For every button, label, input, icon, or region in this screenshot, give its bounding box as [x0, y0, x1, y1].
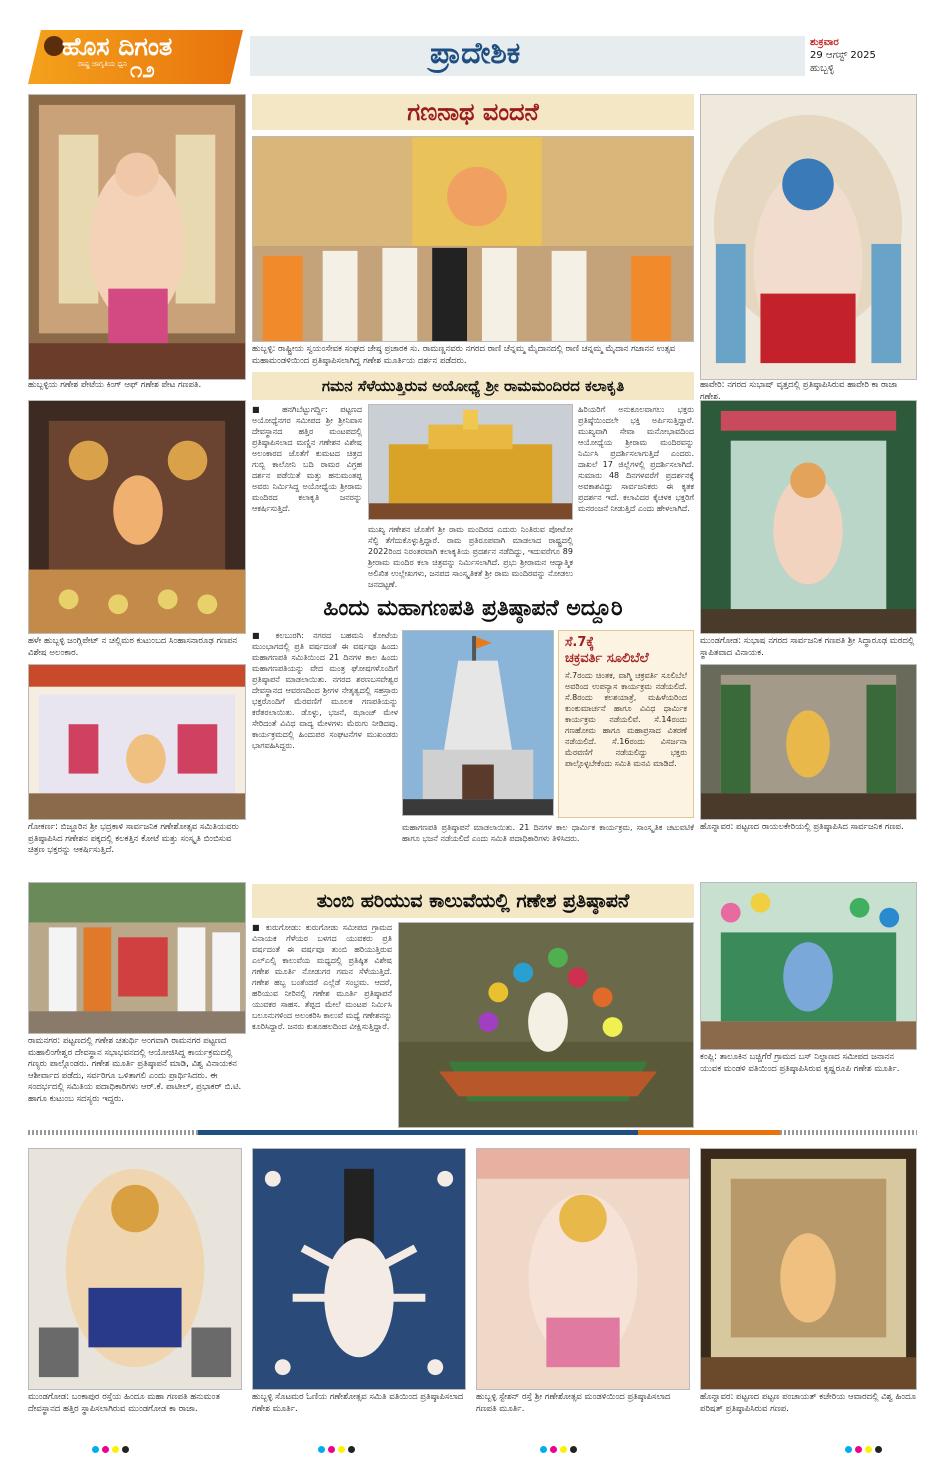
- divider-orange: [638, 1130, 780, 1135]
- headline-canal-ganesha: ತುಂಬಿ ಹರಿಯುವ ಕಾಲುವೆಯಲ್ಲಿ ಗಣೇಶ ಪ್ರತಿಷ್ಠಾಪನೆ: [252, 884, 694, 918]
- headline-ayodhya-artwork: ಗಮನ ಸೆಳೆಯುತ್ತಿರುವ ಅಯೋಧ್ಯೆ ಶ್ರೀ ರಾಮಮಂದಿರದ ಕಲಾಕೃತಿ: [252, 372, 694, 400]
- section-header-band: [250, 36, 805, 76]
- photo-mahaganapati-temple: [402, 630, 554, 816]
- lotus-icon: [44, 36, 64, 56]
- caption-siddharudha-vinayaka: ಮುಂಡಗೋಡ: ಸುಭಾಷ ನಗರದ ಸಾರ್ವಜನಿಕ ಗಣಪತಿ ಶ್ರೀ ಸಿದ್ಧಾರೂಢ ಮಠದಲ್ಲಿ ಸ್ಥಾಪಿತವಾದ ವಿನಾಯಕ.: [700, 636, 915, 658]
- caption-rss-darshan: ಹುಬ್ಬಳ್ಳಿ: ರಾಷ್ಟ್ರೀಯ ಸ್ವಯಂಸೇವಕ ಸಂಘದ ಜೇಷ್ಠ ಪ್ರಚಾರಕ ಸು. ರಾಮಣ್ಣನವರು ನಗರದ ರಾಣಿ ಚೆನ್ನಮ್ಮ ಮೈದಾನದಲ್ಲಿ ರಾಣಿ ಚನ್ನಮ್ಮ ಮೈದಾನ ಗಜಾನನ ಉತ್ಸವ ಮಹಾಮಂಡಳಿಯಿಂದ ಪ್ರತಿಷ್ಠಾಪಿಸಲಾಗಿದ್ದ ಗಣೇಶ ಮೂರ್ತಿಯ ದರ್ಶನ ಪಡೆದರು.: [252, 344, 676, 366]
- story-ayodhya-col1: ■ ಹನಗಿಬೆಟ್ಟುಗರ್ದ್ದಿ: ಪಟ್ಟಣದ ಅಯೋಧ್ಯೆನಗರ ಸಮೀಪದ ಶ್ರೀ ಶ್ರೀನಿವಾಸ ದೇವಸ್ಥಾನದ ಹತ್ತಿರ ಮಂಟಪದಲ್ಲಿ ಪ್ರತಿಷ್ಠಾಪಿಸಲಾದ ಮಣ್ಣಿನ ಗಣೇಶನ ವಿಶೇಷ ಅಲಂಕಾರದ ಜೊತೆಗೆ ಕುಮಟದ ಚಿತ್ರದ ಗುಬ್ಬಿ ಕಾಲೋನಿ ಬದಿ ರಾಮರ ವಿಗ್ರಹ ದರ್ಶನ ಪಡೆಯಿತೆ ಮತ್ತು ಹನುಮಂತಪ್ಪ ಅವರು ನಿರ್ಮಿಸಿದ್ದ ಅಯೋಧ್ಯೆಯ ಶ್ರೀರಾಮ ಮಂದಿರದ ಕಲಾಕೃತಿ ಜನರನ್ನು ಆಕರ್ಷಿಸುತ್ತಿದೆ.: [252, 405, 362, 513]
- divider-navy: [198, 1130, 638, 1135]
- dateline-day: ಶುಕ್ರವಾರ: [810, 37, 839, 48]
- photo-honnavar-vhp: [700, 1148, 917, 1390]
- photo-kampli-krishna-ganesha: [700, 882, 917, 1050]
- photo-gokarna-stage: [28, 664, 246, 820]
- photo-honnavar-raylakeri: [700, 664, 917, 820]
- photo-sotamar-oni: [252, 1148, 466, 1390]
- dateline-city: ಹುಬ್ಬಳ್ಳಿ: [810, 63, 835, 74]
- photo-ramanagara-event: [28, 882, 246, 1034]
- registration-dots-3: [540, 1438, 580, 1457]
- photo-haveri-raja: [700, 94, 917, 380]
- caption-chillimath-ganapa: ಹಳೇ ಹುಬ್ಬಳ್ಳಿ ಜಂಗ್ಲಿಪೇಟ್ ನ ಚಲ್ಲಿಮಠ ಕುಟುಂಬದ ಸಿಂಹಾಸನಾರೂಢ ಗಣಪನ ವಿಶೇಷ ಅಲಂಕಾರ.: [28, 636, 238, 658]
- sidebox-body: ಸೆ.7ರಂದು ಚಿಂತಕ, ವಾಗ್ಮಿ ಚಕ್ರವರ್ತಿ ಸೂಲಿಬೆಲೆ ಅವರಿಂದ ಉಪನ್ಯಾಸ ಕಾರ್ಯಕ್ರಮ ನಡೆಯಲಿದೆ. ಸೆ.8ರಂದು ಕಲಶಯಾತ್ರೆ, ಮಹಿಳೆಯರಿಂದ ಕುಂಕುಮಾರ್ಚನೆ ಹಾಗೂ ವಿವಿಧ ಧಾರ್ಮಿಕ ಕಾರ್ಯಕ್ರಮ ನಡೆಯಲಿವೆ. ಸೆ.14ರಂದು ಗಣಹೋಮ ಹಾಗೂ ಮಹಾಪ್ರಸಾದ ವಿತರಣೆ ನಡೆಯಲಿದೆ. ಸೆ.16ರಂದು ವಿಸರ್ಜನಾ ಮೆರವಣಿಗೆ ನಡೆಯಲಿದ್ದು ಭಕ್ತರು ಪಾಲ್ಗೊಳ್ಳಬೇಕೆಂದು ಸಮಿತಿ ಮನವಿ ಮಾಡಿದೆ.: [565, 671, 687, 768]
- caption-ramanagara-event: ರಾಮನಗರ: ಪಟ್ಟಣದಲ್ಲಿ ಗಣೇಶ ಚತುರ್ಥಿ ಅಂಗವಾಗಿ ರಾಮನಗರ ಪಟ್ಟಣದ ಮಹಾಲಿಂಗೇಶ್ವರ ದೇವಸ್ಥಾನ ಸಭಾಭವನದಲ್ಲಿ ಆಯೋಜಿಸಿದ್ದ ಕಾರ್ಯಕ್ರಮದಲ್ಲಿ ಗಣ್ಯರು ಪಾಲ್ಗೊಂಡರು. ಗಣೇಶ ಮೂರ್ತಿ ಪ್ರತಿಷ್ಠಾಪನೆ ಮಾಡಿ, ವಿಶ್ವ ವಿನಾಯಕನ ಆಶೀರ್ವಾದ ಪಡೆದು, ಸರ್ವರಿಗೂ ಒಳಿತಾಗಲಿ ಎಂದು ಪ್ರಾರ್ಥಿಸಿದರು. ಈ ಸಂದರ್ಭದಲ್ಲಿ ಸಮಿತಿಯ ಪದಾಧಿಕಾರಿಗಳು ಆರ್.ಕೆ. ಪಾಟೀಲ್, ಪ್ರಭಾಕರ್ ಬಿ.ಟಿ. ಹಾಗೂ ಕುಟುಂಬ ಸದಸ್ಯರು ಇದ್ದರು.: [28, 1036, 242, 1104]
- photo-rss-darshan: [252, 136, 694, 342]
- newspaper-logo: ಹೊಸ ದಿಗಂತ: [62, 32, 173, 61]
- caption-kampli-krishna-ganesha: ಕಂಪ್ಲಿ: ತಾಲೂಕಿನ ಬಚ್ಚಿಗೆರೆ ಗ್ರಾಮದ ಬಸ್ ನಿಲ್ದಾಣದ ಸಮೀಪದ ಜನಾನನ ಯುವಕ ಮಂಡಳಿ ವತಿಯಿಂದ ಪ್ರತಿಷ್ಠಾಪಿಸಿರುವ ಕೃಷ್ಣರೂಪಿ ಗಣೇಶ ಮೂರ್ತಿ.: [700, 1052, 900, 1074]
- sidebox-sulibele: [558, 630, 694, 818]
- section-title: ಪ್ರಾದೇಶಿಕ: [430, 36, 521, 71]
- page-number: ೧೨: [130, 58, 155, 83]
- divider-hatched-right: [780, 1130, 917, 1135]
- photo-chillimath-ganapa: [28, 400, 246, 634]
- caption-gokarna-stage: ಗೋಕರ್ಣ: ಬಿಜ್ಜೂರಿನ ಶ್ರೀ ಭದ್ರಕಾಳಿ ಸಾರ್ವಜನಿಕ ಗಣೇಶೋತ್ಸವ ಸಮಿತಿಯವರು ಪ್ರತಿಷ್ಠಾಪಿಸಿದ ಗಣೇಶನ ಪಕ್ಕದಲ್ಲಿ ಕಲಕತ್ತಿನ ಕೋಟೆ ಮತ್ತು ಸಂಸ್ಕೃತಿ ಬಿಂಬಿಸುವ ಚಿತ್ರಣ ಭಕ್ತರನ್ನು ಆಕರ್ಷಿಸುತ್ತಿದೆ.: [28, 822, 239, 855]
- sidebox-title-name: ಚಕ್ರವರ್ತಿ ಸೂಲಿಬೆಲೆ: [565, 651, 649, 666]
- caption-haveri-raja: ಹಾವೇರಿ: ನಗರದ ಸುಭಾಷ್ ವೃತ್ತದಲ್ಲಿ ಪ್ರತಿಷ್ಠಾಪಿಸಿರುವ ಹಾವೇರಿ ಕಾ ರಾಜಾ ಗಣೇಶ.: [700, 380, 898, 402]
- registration-dots-1: [92, 1438, 132, 1457]
- story-ayodhya-col2: ಮುಖ್ಯ ಗಣೇಶನ ಜೊತೆಗೆ ಶ್ರೀ ರಾಮ ಮಂದಿರದ ಎದುರು ನಿಂತಿರುವ ಪೋಟೋ ಸೆಲ್ಫಿ ತೆಗೆದುಕೊಳ್ಳುತ್ತಿದ್ದಾರೆ. ರಾಮ ಪ್ರತಿರೂಪವಾಗಿ ಮಾಡಲಾದ ರಾಷ್ಟ್ರದಲ್ಲಿ 2022ರಿಂದ ನಿರಂತರವಾಗಿ ಕಲಾಕೃತಿಯ ಪ್ರದರ್ಶನ ನಡೆದಿದ್ದು, ಇದುವರೆಗೂ 89 ಶ್ರೀರಾಮ ಮಂದಿರ ಕಲಾ ಚಿತ್ರವನ್ನು ನಿರ್ಮಿಸಲಾಗಿದೆ. ಪ್ರಭು ಶ್ರೀರಾಮನ ಆದ್ಯಾತ್ಮಿಕ ಅಲಿಖಿತ ಉಲ್ಲೇಖಗಳು, ಜನಪದ ಸಾಂಸ್ಕೃತಿಕತೆ ಶ್ರೀ ರಾಮ ಮಂದಿರವನ್ನು ನೋಡಲು ಜನದಟ್ಟಣೆ.: [368, 525, 573, 589]
- story-canal-col1: ■ ಕುರುಗೋಡು: ಕುರುಗೋಡು ಸಮೀಪದ ಗ್ರಾಮದ ವಿನಾಯಕ ಗೆಳೆಯರ ಬಳಗದ ಯುವಕರು ಪ್ರತಿ ವರ್ಷದಂತೆ ಈ ವರ್ಷವೂ ತುಂಬಿ ಹರಿಯುತ್ತಿರುವ ಎಲ್ಎಲ್ಸಿ ಕಾಲುವೆಯ ಮಧ್ಯದಲ್ಲಿ ಪ್ರತಿಷ್ಠಿತ ವಿಶೇಷ ಗಣೇಶ ಮೂರ್ತಿ ನೋಡುಗರ ಗಮನ ಸೆಳೆಯುತ್ತಿದೆ. ಗಣೇಶ ಹಬ್ಬ ಬಂತೆಂದರೆ ಎಲ್ಲೆಡೆ ಸಂಭ್ರಮ. ಆದರೆ, ಹರಿಯುವ ನೀರಿನಲ್ಲಿ ಗಣೇಶ ಮೂರ್ತಿ ಪ್ರತಿಷ್ಠಾಪನೆ ಯುವಕರ ಸಾಹಸ. ತೆಪ್ಪದ ಮೇಲೆ ಮಂಟಪ ನಿರ್ಮಿಸಿ ಬಲೂನುಗಳಿಂದ ಅಲಂಕರಿಸಿ ಕಾಲುವೆ ಮಧ್ಯೆ ಗಣೇಶನನ್ನು ಕೂರಿಸಿದ್ದಾರೆ. ಜನರು ಕುತೂಹಲದಿಂದ ವೀಕ್ಷಿಸುತ್ತಿದ್ದಾರೆ.: [252, 923, 392, 1031]
- photo-mundgod-raja: [28, 1148, 242, 1390]
- photo-station-road: [476, 1148, 690, 1390]
- banner-gananatha-vandane: ಗಣನಾಥ ವಂದನೆ: [252, 94, 694, 130]
- logo-tagline: ರಾಷ್ಟ್ರ ಜಾಗೃತಿಯ ಧ್ವನಿ: [78, 60, 128, 68]
- caption-station-road: ಹುಬ್ಬಳ್ಳಿ ಸ್ಟೇಶನ್ ರಸ್ತೆ ಶ್ರೀ ಗಣೇಶೋತ್ಸವ ಮಂಡಳಿಯಿಂದ ಪ್ರತಿಷ್ಠಾಪಿಸಲಾದ ಗಣಪತಿ ಮೂರ್ತಿ.: [476, 1392, 671, 1414]
- photo-siddharudha-vinayaka: [700, 400, 917, 634]
- caption-ganesha-pete: ಹುಬ್ಬಳ್ಳಿಯ ಗಣೇಶ ಪೇಟೆಯ ಕಿಂಗ್ ಆಫ್ ಗಣೇಶ ಪೇಟ ಗಣಪತಿ.: [28, 380, 202, 390]
- caption-mundgod-raja: ಮುಂಡಗೋಡ: ಬಂಕಾಪುರ ರಸ್ತೆಯ ಹಿಂದೂ ಮಹಾ ಗಣಪತಿ ಹನುಮಂತ ದೇವಸ್ಥಾನದ ಹತ್ತಿರ ಸ್ಥಾಪಿಸಲಾಗಿರುವ ಮುಂಡಗೋಡ ಕಾ ರಾಜಾ.: [28, 1392, 220, 1414]
- dateline-date: 29 ಆಗಸ್ಟ್ 2025: [810, 50, 876, 61]
- story-mahaganapati-col2: ಮಹಾಗಣಪತಿ ಪ್ರತಿಷ್ಠಾಪನೆ ಮಾಡಲಾಯಿತು. 21 ದಿನಗಳ ಕಾಲ ಧಾರ್ಮಿಕ ಕಾರ್ಯಕ್ರಮ, ಸಾಂಸ್ಕೃತಿಕ ಚಟುವಟಿಕೆ ಹಾಗೂ ಭಜನೆ ನಡೆಯಲಿದೆ ಎಂದು ಸಮಿತಿ ಪದಾಧಿಕಾರಿಗಳು ತಿಳಿಸಿದರು.: [402, 823, 694, 843]
- caption-honnavar-vhp: ಹೊನ್ನಾವರ: ಪಟ್ಟಣದ ಪಟ್ಟಣ ಪಂಚಾಯತ್ ಕಚೇರಿಯ ಆವಾರದಲ್ಲಿ ವಿಶ್ವ ಹಿಂದೂ ಪರಿಷತ್ ಪ್ರತಿಷ್ಠಾಪಿಸಿರುವ ಗಣಪ.: [700, 1392, 917, 1414]
- headline-hindu-mahaganapati: ಹಿಂದು ಮಹಾಗಣಪತಿ ಪ್ರತಿಷ್ಠಾಪನೆ ಅದ್ದೂರಿ: [323, 596, 623, 621]
- caption-sotamar-oni: ಹುಬ್ಬಳ್ಳಿ ಸೊಟಮರ ಓಣಿಯ ಗಣೇಶೋತ್ಸವ ಸಮಿತಿ ವತಿಯಿಂದ ಪ್ರತಿಷ್ಠಾಪಿಸಲಾದ ಗಣೇಶ ಮೂರ್ತಿ.: [252, 1392, 464, 1414]
- caption-honnavar-raylakeri: ಹೊನ್ನಾವರ: ಪಟ್ಟಣದ ರಾಯಲಕೇರಿಯಲ್ಲಿ ಪ್ರತಿಷ್ಠಾಪಿಸಿದ ಸಾರ್ವಜನಿಕ ಗಣಪ.: [700, 822, 904, 832]
- photo-canal-ganesha: [398, 922, 694, 1128]
- registration-dots-2: [318, 1438, 358, 1457]
- photo-ram-mandir-model: [368, 404, 573, 520]
- registration-dots-4: [845, 1438, 885, 1457]
- divider-hatched-left: [28, 1130, 198, 1135]
- story-mahaganapati-col1: ■ ಕಲಬುರಗಿ: ನಗರದ ಬಹಮನಿ ಕೋಟೆಯ ಮುಂಭಾಗದಲ್ಲಿ ಪ್ರತಿ ವರ್ಷದಂತೆ ಈ ವರ್ಷವೂ ಹಿಂದು ಮಹಾಗಣಪತಿ ಸಮಿತಿಯಿಂದ 21 ದಿನಗಳ ಕಾಲ ಹಿಂದು ಮಹಾಗಣಪತಿಯನ್ನು ವೇದ ಮಂತ್ರ ಘೋಷಗಳೊಂದಿಗೆ ಪ್ರತಿಷ್ಠಾಪನೆ ಮಾಡಲಾಯಿತು. ನಗರದ ಶರಣಬಸವೇಶ್ವರ ದೇವಸ್ಥಾನದ ಆವರಣದಿಂದ ಶ್ರೀಗಳ ನೇತೃತ್ವದಲ್ಲಿ ಸಹಸ್ರಾರು ಭಕ್ತರೊಂದಿಗೆ ಮೆರವಣಿಗೆ ಮೂಲಕ ಗಣಪತಿಯನ್ನು ಕರೆತರಲಾಯಿತು. ಡೊಳ್ಳು, ಭಜನೆ, ಝಾಂಜ್ ಮೇಳ ಸೇರಿದಂತೆ ವಿವಿಧ ವಾದ್ಯ ಮೇಳಗಳು ಮೆರುಗು ನೀಡಿದವು. ಕಾರ್ಯಕ್ರಮದಲ್ಲಿ ಹಿಂದುಪರ ಸಂಘಟನೆಗಳ ಮುಖಂಡರು ಭಾಗವಹಿಸಿದ್ದರು.: [252, 631, 398, 750]
- photo-ganesha-pete: [28, 94, 246, 380]
- sidebox-title-date: ಸೆ.7ಕ್ಕೆ: [565, 635, 595, 650]
- dateline: [810, 36, 920, 76]
- story-ayodhya-col3: ಹಿರಿಯರಿಗೆ ಅನುಕೂಲವಾಗಲು ಭಕ್ತರು ಪ್ರತಿಷ್ಠೆಯಿಂದಲೇ ಭಕ್ತಿ ಅರ್ಪಿಸುತ್ತಿದ್ದಾರೆ. ಮುಖ್ಯವಾಗಿ ಸೇವಾ ಮನೋಭಾವದಿಂದ ಆಯೋಧ್ಯೆಯ ಶ್ರೀರಾಮ ಮಂದಿರವನ್ನು ನಿರ್ಮಿಸಿ ಪ್ರದರ್ಶಿಸಲಾಗುತ್ತಿದೆ ಎಂದರು. ದಾಖಲೆ 17 ಜಿಲ್ಲೆಗಳಲ್ಲಿ ಪ್ರದರ್ಶಿಸಲಾಗಿದೆ. ಸುಮಾರು 48 ದಿನಗಳವರೆಗೆ ಪ್ರದರ್ಶನಕ್ಕೆ ಅವಕಾಶವಿದ್ದು ಸಾರ್ವಜನಿಕರು ಈ ಕೃತಕ ಪ್ರದರ್ಶನ ಇದೆ. ಕಲಾವಿದರ ಕೈಚಳಕ ಭಕ್ತರಿಗೆ ಮನರಂಜನೆ ನೀಡುತ್ತಿದೆ ಎಂದು ಹೇಳಲಾಗಿದೆ.: [578, 405, 694, 513]
